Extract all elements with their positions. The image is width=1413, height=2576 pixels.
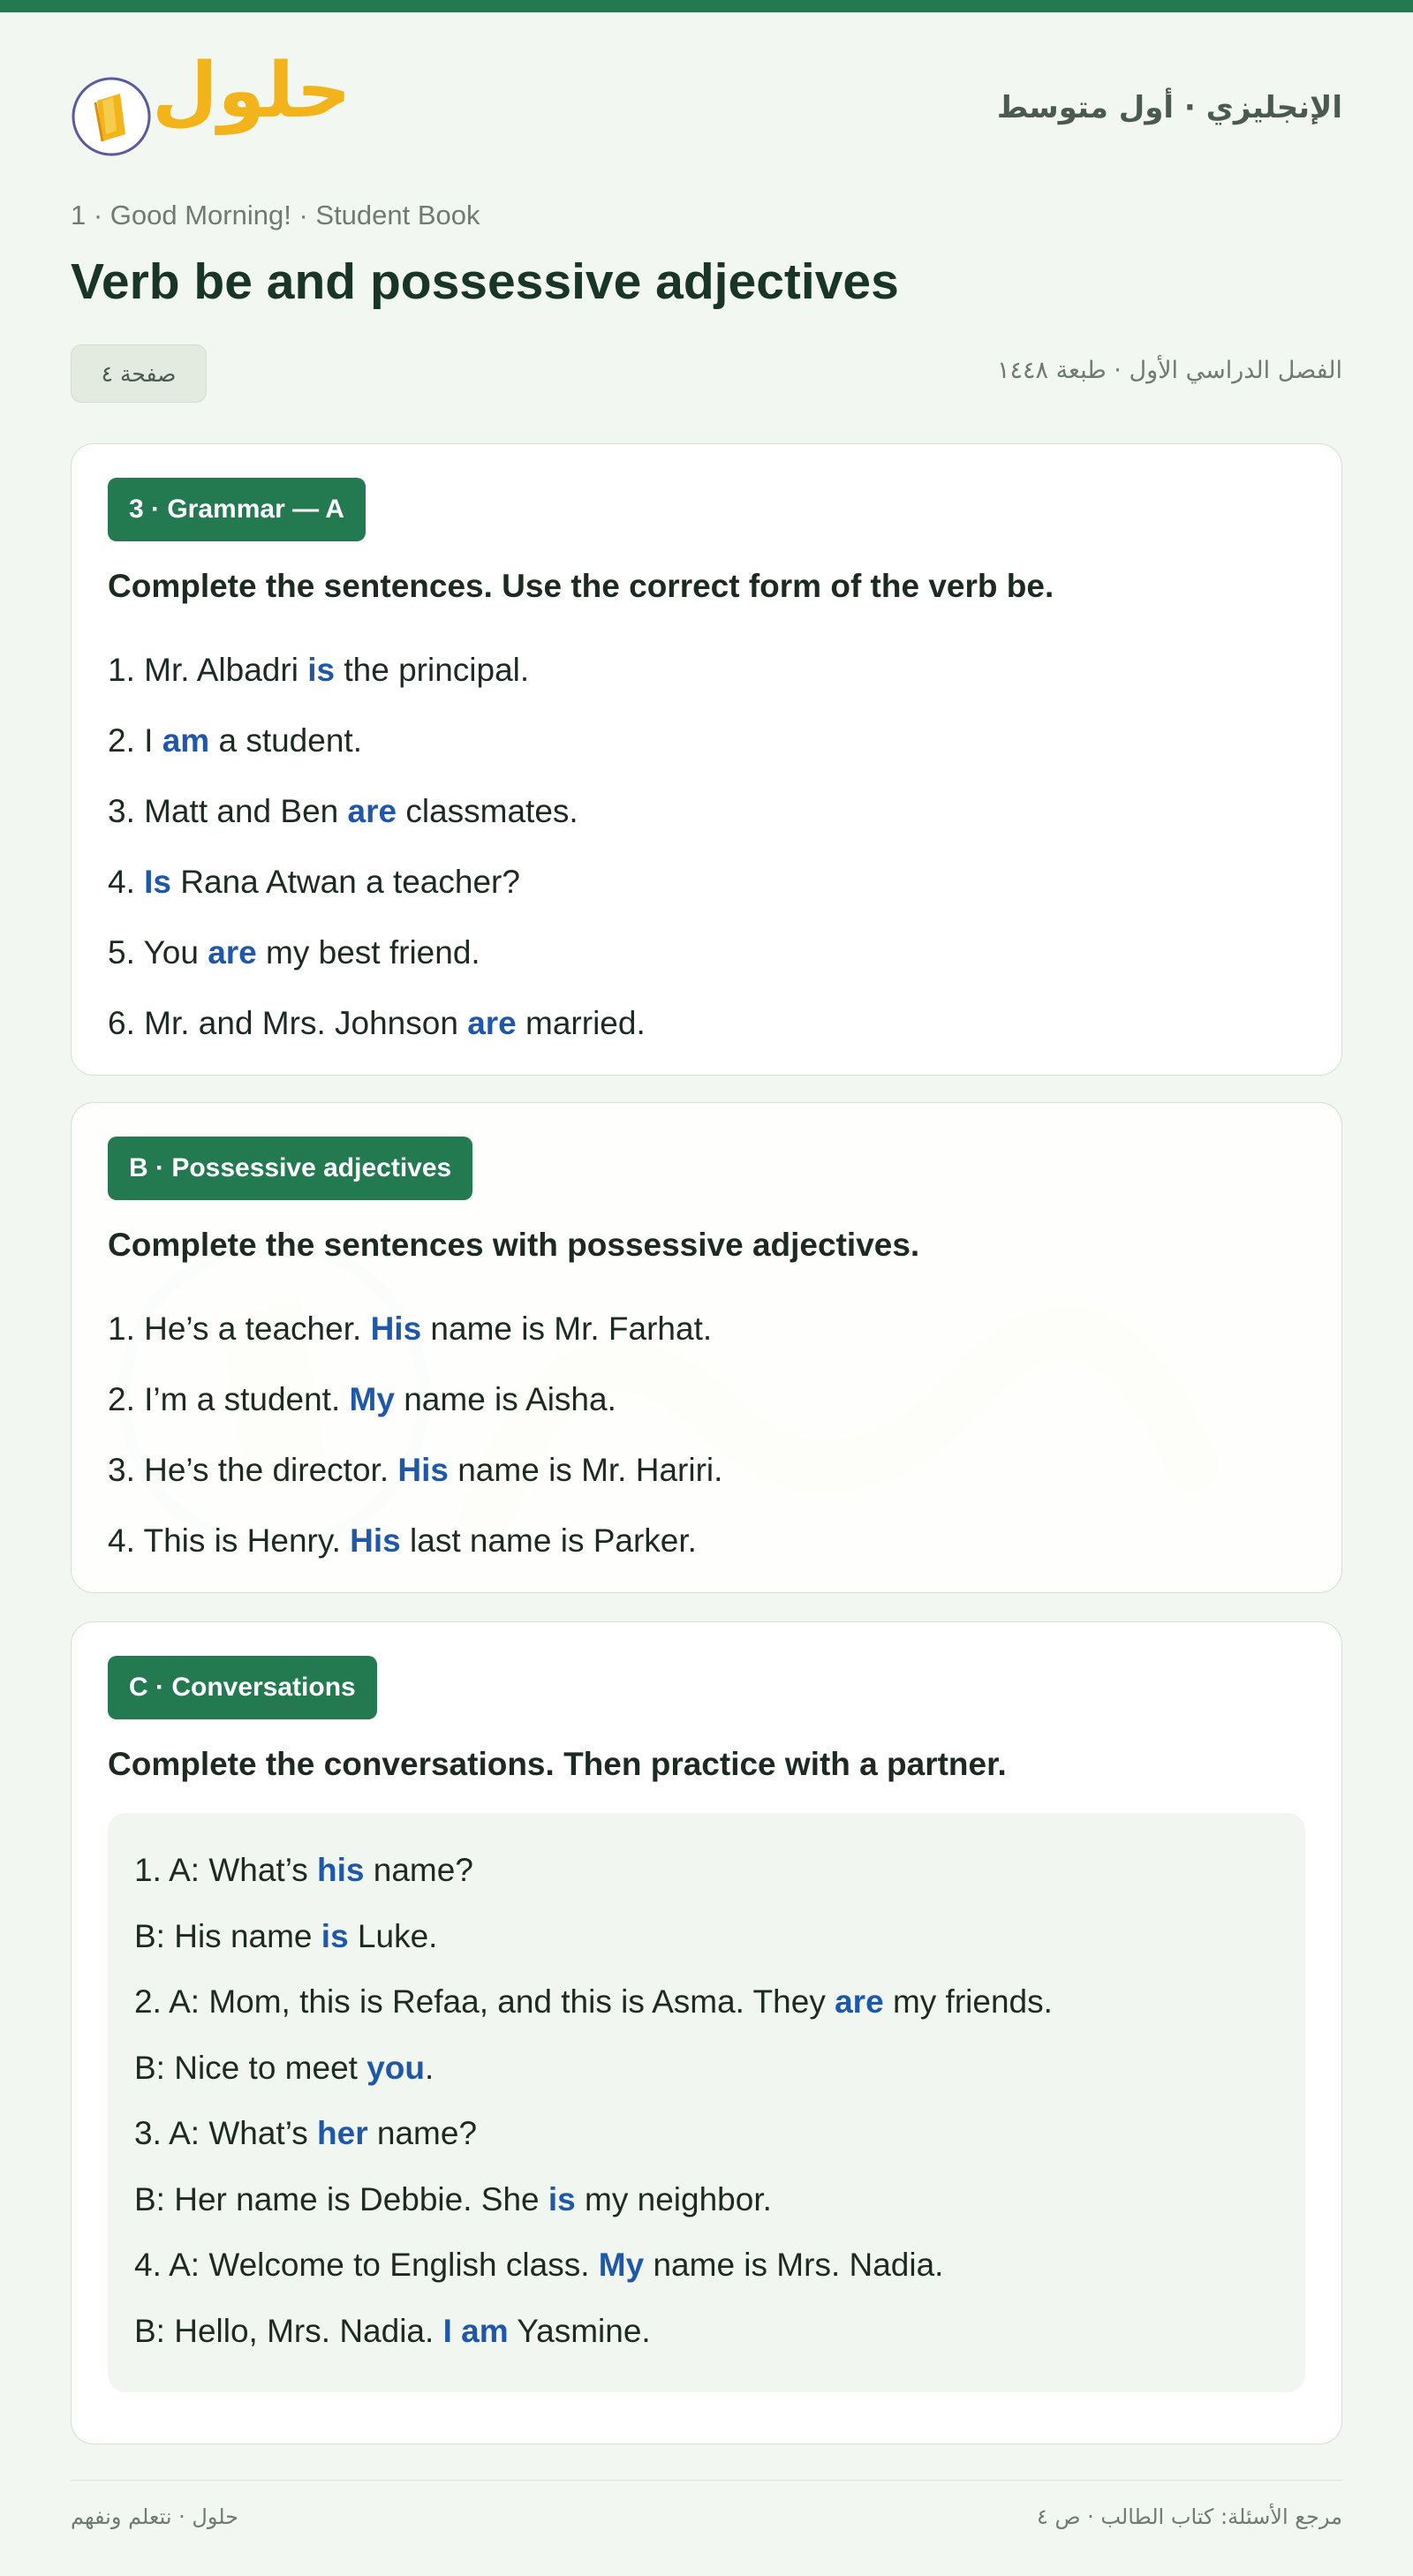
answer-text: I am: [442, 2312, 509, 2349]
brand-name: حلول: [152, 47, 351, 135]
exercise-item: 4. Is Rana Atwan a teacher?: [108, 864, 520, 900]
section-grammar-a: [71, 443, 1342, 1076]
answer-text: you: [366, 2049, 425, 2086]
section-tag: 3 · Grammar — A: [108, 478, 366, 541]
exercise-item: 2. I’m a student. My name is Aisha.: [108, 1381, 616, 1417]
answer-text: are: [467, 1005, 517, 1041]
exercise-item: 6. Mr. and Mrs. Johnson are married.: [108, 1005, 646, 1041]
page-title: Verb be and possessive adjectives: [71, 253, 899, 310]
exercise-item: 2. I am a student.: [108, 722, 362, 759]
answer-text: His: [397, 1452, 449, 1488]
answer-text: are: [347, 793, 397, 829]
answer-text: is: [548, 2180, 576, 2217]
brand-logo[interactable]: [71, 47, 351, 164]
conversation-line: 1. A: What’s his name?: [134, 1852, 473, 1888]
page-number-badge: صفحة ٤: [71, 344, 207, 403]
conversation-line: 2. A: Mom, this is Refaa, and this is Asma. They are my friends.: [134, 1983, 1053, 2020]
answer-text: am: [162, 722, 210, 759]
section-instruction: Complete the sentences with possessive adjectives.: [108, 1227, 920, 1263]
exercise-item: 3. He’s the director. His name is Mr. Hariri.: [108, 1452, 723, 1488]
book-emblem-icon: [71, 76, 152, 157]
section-tag: C · Conversations: [108, 1656, 377, 1719]
conversation-line: B: Nice to meet you.: [134, 2049, 434, 2086]
exercise-item: 1. Mr. Albadri is the principal.: [108, 652, 530, 688]
breadcrumb[interactable]: 1 · Good Morning! · Student Book: [71, 200, 480, 230]
answer-text: His: [350, 1522, 401, 1559]
exercise-list: [108, 635, 646, 1059]
answer-text: her: [317, 2115, 368, 2151]
exercise-item: 5. You are my best friend.: [108, 934, 480, 971]
conversation-line: B: His name is Luke.: [134, 1917, 438, 1954]
footer-divider: [71, 2480, 1342, 2481]
top-accent-bar: [0, 0, 1413, 12]
conversation-line: B: Her name is Debbie. She is my neighbor.: [134, 2180, 772, 2217]
answer-text: is: [307, 652, 336, 688]
conversation-line: 3. A: What’s her name?: [134, 2115, 478, 2151]
exercise-item: 3. Matt and Ben are classmates.: [108, 793, 578, 829]
section-possessive-adjectives: [71, 1102, 1342, 1593]
exercise-item: 1. He’s a teacher. His name is Mr. Farhat.: [108, 1311, 713, 1347]
conversation-line: 4. A: Welcome to English class. My name is Mrs. Nadia.: [134, 2247, 944, 2283]
answer-text: is: [321, 1917, 349, 1954]
answer-text: Is: [144, 864, 171, 900]
edition-info: الفصل الدراسي الأول · طبعة ١٤٤٨: [996, 357, 1342, 384]
section-instruction: Complete the sentences. Use the correct form of the verb be.: [108, 568, 1054, 604]
conversation-line: B: Hello, Mrs. Nadia. I am Yasmine.: [134, 2312, 651, 2349]
answer-text: His: [370, 1311, 422, 1347]
conversation-list: [134, 1838, 1053, 2364]
answer-text: are: [835, 1983, 884, 2020]
section-tag: B · Possessive adjectives: [108, 1137, 472, 1200]
footer-reference: مرجع الأسئلة: كتاب الطالب · ص ٤: [1036, 2504, 1342, 2529]
answer-text: his: [317, 1852, 365, 1888]
section-conversations: [71, 1621, 1342, 2444]
exercise-item: 4. This is Henry. His last name is Parker.: [108, 1522, 697, 1559]
header: [71, 47, 1342, 164]
subject-title: الإنجليزي · أول متوسط: [996, 90, 1342, 125]
section-instruction: Complete the conversations. Then practice with a partner.: [108, 1746, 1007, 1782]
exercise-list: [108, 1294, 722, 1576]
answer-text: My: [349, 1381, 395, 1417]
footer-tagline: حلول · نتعلم ونفهم: [71, 2504, 238, 2529]
answer-text: My: [598, 2247, 645, 2283]
answer-text: are: [208, 934, 257, 971]
conversation-box: [108, 1813, 1305, 2392]
